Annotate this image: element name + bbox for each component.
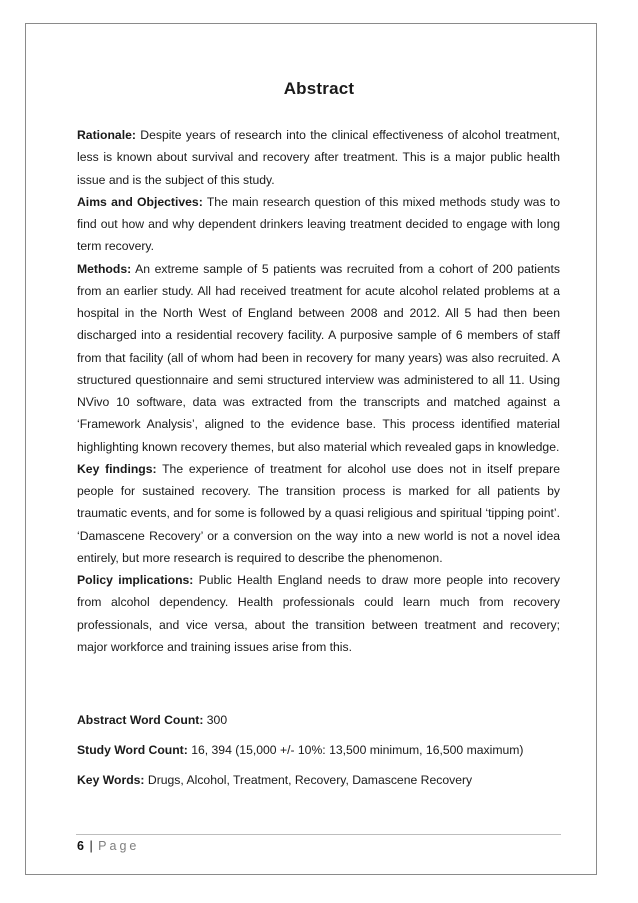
page-word: Page xyxy=(98,839,140,853)
section-label: Key findings: xyxy=(77,461,157,476)
section-methods xyxy=(77,258,560,458)
meta-label: Abstract Word Count: xyxy=(77,713,204,727)
section-key-findings xyxy=(77,458,560,569)
section-text: Despite years of research into the clinical effectiveness of alcohol treatment, less is known about survival and recovery after treatment. This is a major public health issue and is the subject of this study. xyxy=(77,128,560,187)
section-text: The main research question of this mixed methods study was to find out how and why dependent drinkers leaving treatment decided to engage with long term recovery. xyxy=(77,194,561,254)
page-footer xyxy=(77,839,139,853)
section-rationale xyxy=(77,124,560,191)
section-text: An extreme sample of 5 patients was recruited from a cohort of 200 patients from an earlier study. All had received treatment for acute alcohol related problems at a hospital in the North West of England between 2008 and 2012. All 5 had then been discharged into a residential recovery facility. A purposive sample of 6 members of staff from that facility (all of whom had been in recovery for many years) was also recruited. A structured questionnaire and semi structured interview was administered to all 11. Using NVivo 10 software, data was extracted from the transcripts and matched against a ‘Framework Analysis’, aligned to the evidence base. This process identified material highlighting known recovery themes, but also material which revealed gaps in knowledge. xyxy=(77,261,561,454)
abstract-body xyxy=(77,124,560,658)
meta-value: Drugs, Alcohol, Treatment, Recovery, Damascene Recovery xyxy=(147,773,473,787)
footer-separator: | xyxy=(89,839,93,853)
meta-value: 300 xyxy=(206,713,228,727)
key-words xyxy=(77,771,560,789)
meta-label: Study Word Count: xyxy=(77,743,188,757)
section-aims xyxy=(77,191,560,258)
page-title: Abstract xyxy=(283,79,355,98)
section-text: The experience of treatment for alcohol use does not in itself prepare people for sustained recovery. The transition process is marked for all patients by traumatic events, and for some is followed by a quasi religious and spiritual ‘tipping point’. ‘Damascene Recovery’ or a conversion on the way into a new world is not a novel idea entirely, but more research is required to describe the phenomenon. xyxy=(77,461,560,565)
abstract-word-count xyxy=(77,711,560,729)
section-policy-implications xyxy=(77,569,560,658)
section-label: Aims and Objectives: xyxy=(77,194,203,209)
meta-label: Key Words: xyxy=(77,773,145,787)
page-number: 6 xyxy=(77,839,84,853)
section-text: Public Health England needs to draw more people into recovery from alcohol dependency. Health professionals could learn much from recovery professionals, and vice versa, about the transition between treatment and recovery; major workforce and training issues arise from this. xyxy=(77,573,560,654)
section-label: Rationale: xyxy=(77,128,136,142)
footer-divider xyxy=(76,834,561,835)
meta-value: 16, 394 (15,000 +/- 10%: 13,500 minimum, 16,500 maximum) xyxy=(191,743,524,757)
section-label: Methods: xyxy=(77,261,132,276)
section-label: Policy implications: xyxy=(77,573,194,587)
study-word-count xyxy=(77,741,560,759)
